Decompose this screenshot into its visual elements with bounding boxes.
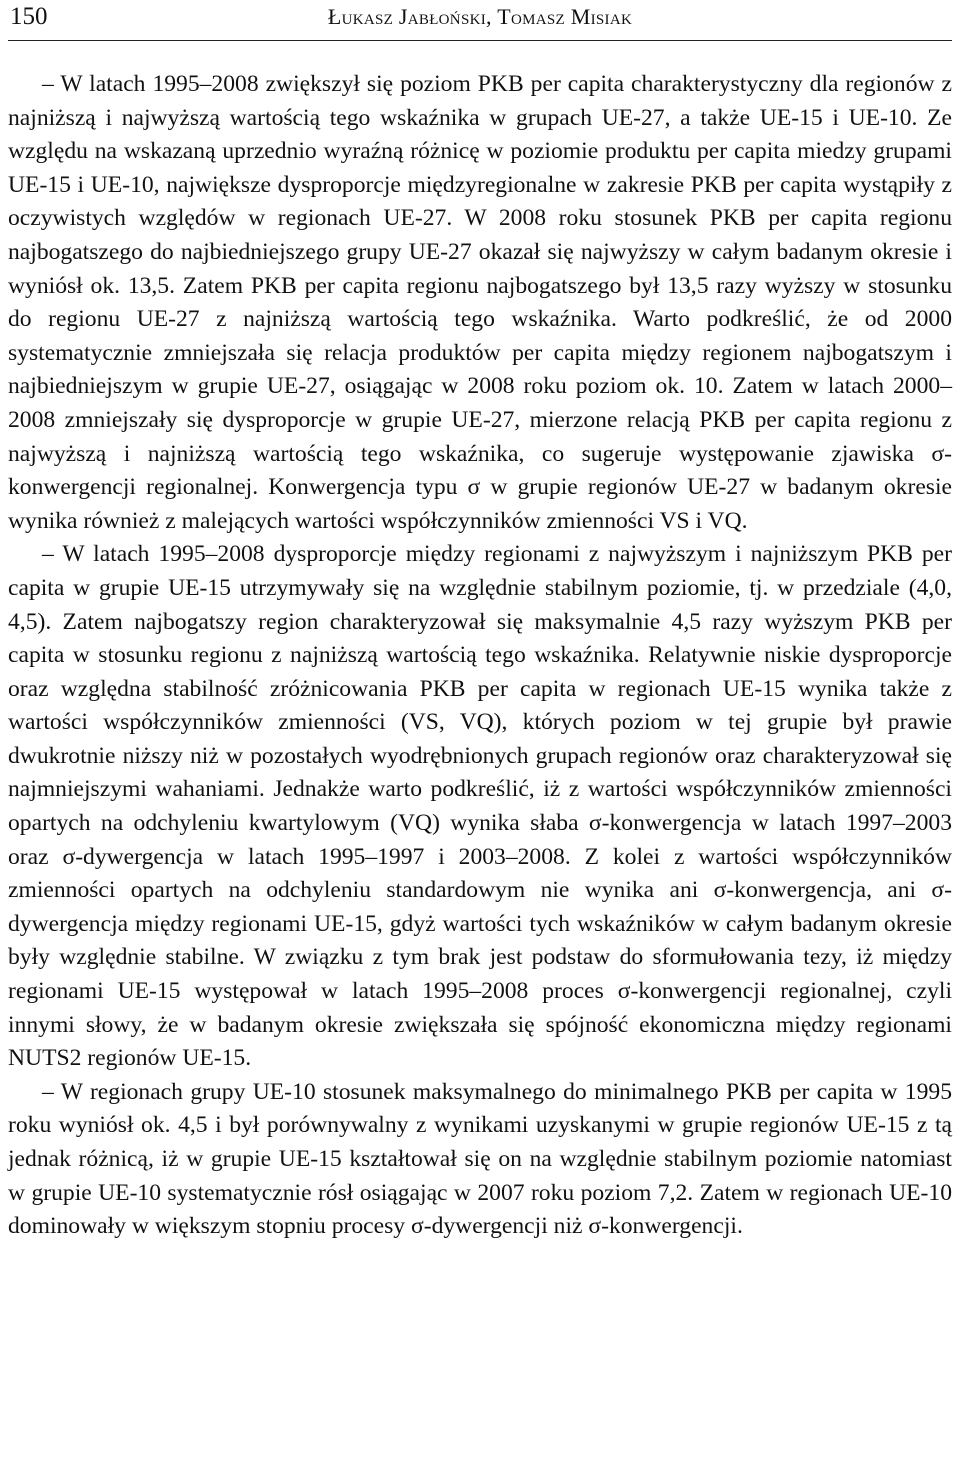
- paragraph: – W regionach grupy UE-10 stosunek maksymalnego do minimalnego PKB per capita w 1995 roku wyniósł ok. 4,5 i był porównywalny z wynikami uzyskanymi w grupie regionów UE-15 z tą jednak różnicą, iż w grupie UE-15 kształtował się on na względnie stabilnym poziomie natomiast w grupie UE-10 systematycznie rósł osiągając w 2007 roku poziom 7,2. Zatem w regionach UE-10 dominowały w większym stopniu procesy σ-dywergencji niż σ-konwergencji.: [8, 1078, 952, 1240]
- paragraph: – W latach 1995–2008 zwiększył się poziom PKB per capita charakterystyczny dla regionów z najniższą i najwyższą wartością tego wskaźnika w grupach UE-27, a także UE-15 i UE-10. Ze względu na wskazaną uprzednio wyraźną różnicę w poziomie produktu per capita miedzy grupami UE-15 i UE-10, największe dysproporcje międzyregionalne w zakresie PKB per capita wystąpiły z oczywistych względów w regionach UE-27. W 2008 roku stosunek PKB per capita regionu najbogatszego do najbiedniejszego grupy UE-27 okazał się najwyższy w całym badanym okresie i wyniósł ok. 13,5. Zatem PKB per capita regionu najbogatszego był 13,5 razy wyższy w stosunku do regionu UE-27 z najniższą wartością tego wskaźnika. Warto podkreślić, że od 2000 systematycznie zmniejszała się relacja produktów per capita między regionem najbogatszym i najbiedniejszym w grupie UE-27, osiągając w 2008 roku poziom ok. 10. Zatem w latach 2000–2008 zmniejszały się dysproporcje w grupie UE-27, mierzone relacją PKB per capita regionu z najwyższą i najniższą wartością tego wskaźnika, co sugeruje występowanie zjawiska σ-konwergencji regionalnej. Konwergencja typu σ w grupie regionów UE-27 w badanym okresie wynika również z malejących wartości współczynników zmienności VS i VQ.: [8, 71, 952, 534]
- body-text: [8, 68, 952, 1244]
- paragraph: – W latach 1995–2008 dysproporcje między regionami z najwyższym i najniższym PKB per capita w grupie UE-15 utrzymywały się na względnie stabilnym poziomie, tj. w przedziale (4,0, 4,5). Zatem najbogatszy region charakteryzował się maksymalnie 4,5 razy wyższym PKB per capita w stosunku regionu z najniższą wartością tego wskaźnika. Relatywnie niskie dysproporcje oraz względna stabilność zróżnicowania PKB per capita w regionach UE-15 wynika także z wartości współczynników zmienności (VS, VQ), których poziom w tej grupie był prawie dwukrotnie niższy niż w pozostałych wyodrębnionych grupach regionów oraz charakteryzował się najmniejszymi wahaniami. Jednakże warto podkreślić, iż z wartości współczynników zmienności opartych na odchyleniu kwartylowym (VQ) wynika słaba σ-konwergencja w latach 1997–2003 oraz σ-dywergencja w latach 1995–1997 i 2003–2008. Z kolei z wartości współczynników zmienności opartych na odchyleniu standardowym nie wynika ani σ-konwergencja, ani σ-dywergencja między regionami UE-15, gdyż wartości tych wskaźników w całym badanym okresie były względnie stabilne. W związku z tym brak jest podstaw do sformułowania tezy, iż między regionami UE-15 występował w latach 1995–2008 proces σ-konwergencji regionalnej, czyli innymi słowy, że w badanym okresie zwiększała się spójność ekonomiczna między regionami NUTS2 regionów UE-15.: [8, 541, 952, 1072]
- page-header: [8, 0, 952, 41]
- running-head: Łukasz Jabłoński, Tomasz Misiak: [327, 4, 633, 29]
- page-number: 150: [10, 3, 48, 30]
